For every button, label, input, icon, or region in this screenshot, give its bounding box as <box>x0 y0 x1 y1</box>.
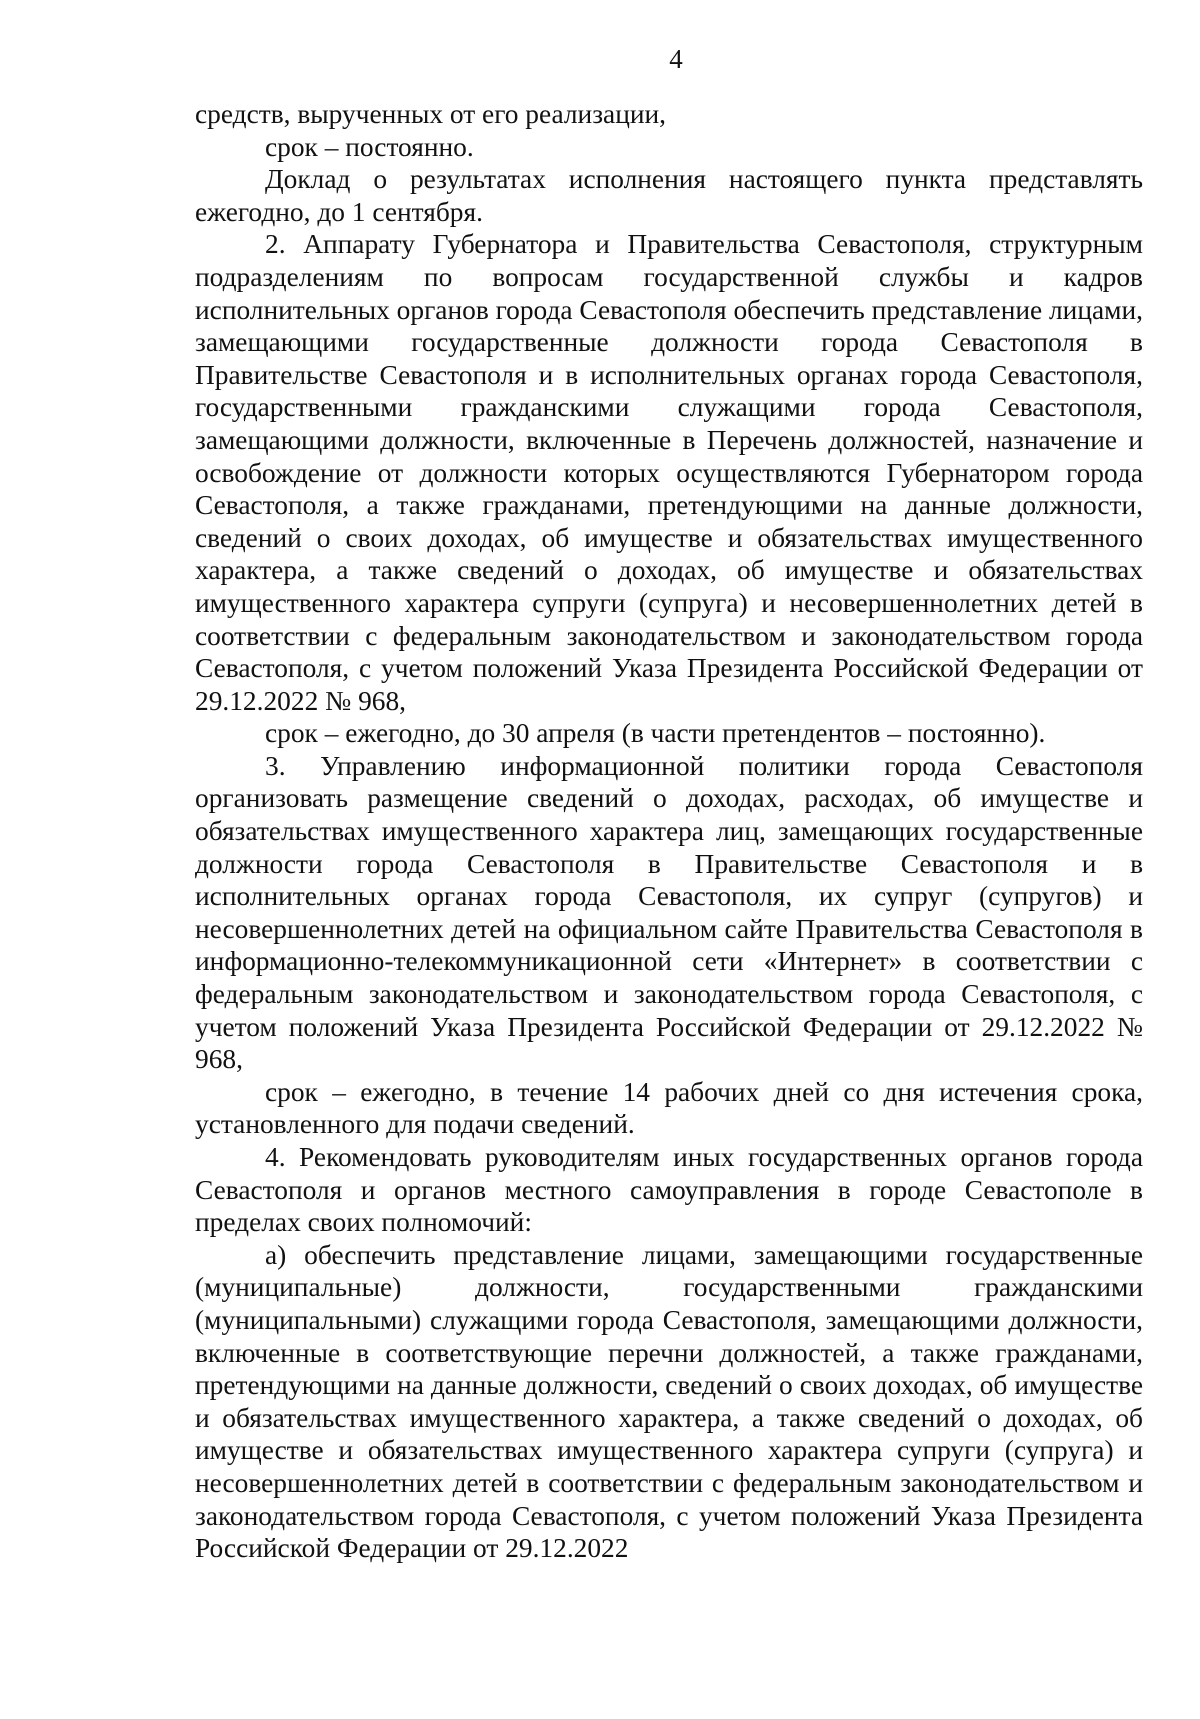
paragraph-item-2: 2. Аппарату Губернатора и Правительства Севастополя, структурным подразделениям по вопросам государственной службы и кадров исполнительных органов города Севастополя обеспечить представление лицами, замещающими государственные должности города Севастополя в Правительстве Севастополя и в исполнительных органах города Севастополя, государственными гражданскими служащими города Севастополя, замещающими должности, включенные в Перечень должностей, назначение и освобождение от должности которых осуществляются Губернатором города Севастополя, а также гражданами, претендующими на данные должности, сведений о своих доходах, об имуществе и обязательствах имущественного характера, а также сведений о доходах, об имуществе и обязательствах имущественного характера супруги (супруга) и несовершеннолетних детей в соответствии с федеральным законодательством и законодательством города Севастополя, с учетом положений Указа Президента Российской Федерации от 29.12.2022 № 968, <box>195 229 1143 716</box>
paragraph-report: Доклад о результатах исполнения настоящего пункта представлять ежегодно, до 1 сентября. <box>195 164 1143 227</box>
paragraph-item-4: 4. Рекомендовать руководителям иных государственных органов города Севастополя и органов местного самоуправления в городе Севастополе в пределах своих полномочий: <box>195 1142 1143 1238</box>
paragraph-item-4a: а) обеспечить представление лицами, замещающими государственные (муниципальные) должности, государственными гражданскими (муниципальными) служащими города Севастополя, замещающими должности, включенные в соответствующие перечни должностей, а также гражданами, претендующими на данные должности, сведений о своих доходах, об имуществе и обязательствах имущественного характера, а также сведений о доходах, об имуществе и обязательствах имущественного характера супруги (супруга) и несовершеннолетних детей в соответствии с федеральным законодательством и законодательством города Севастополя, с учетом положений Указа Президента Российской Федерации от 29.12.2022 <box>195 1239 1143 1564</box>
document-body <box>195 98 1143 1565</box>
paragraph-continuation: средств, вырученных от его реализации, <box>195 99 667 129</box>
paragraph-deadline-1: срок – постоянно. <box>265 131 474 162</box>
page-number: 4 <box>669 44 683 74</box>
paragraph-deadline-3: срок – ежегодно, в течение 14 рабочих дней со дня истечения срока, установленного для подачи сведений. <box>195 1076 1143 1140</box>
paragraph-item-3: 3. Управлению информационной политики города Севастополя организовать размещение сведений о доходах, расходах, об имуществе и обязательствах имущественного характера лиц, замещающих государственные должности города Севастополя в Правительстве Севастополя и в исполнительных органах города Севастополя, их супруг (супругов) и несовершеннолетних детей на официальном сайте Правительства Севастополя в информационно-телекоммуникационной сети «Интернет» в соответствии с федеральным законодательством и законодательством города Севастополя, с учетом положений Указа Президента Российской Федерации от 29.12.2022 № 968, <box>195 750 1143 1075</box>
paragraph-deadline-2: срок – ежегодно, до 30 апреля (в части претендентов – постоянно). <box>265 718 1046 749</box>
